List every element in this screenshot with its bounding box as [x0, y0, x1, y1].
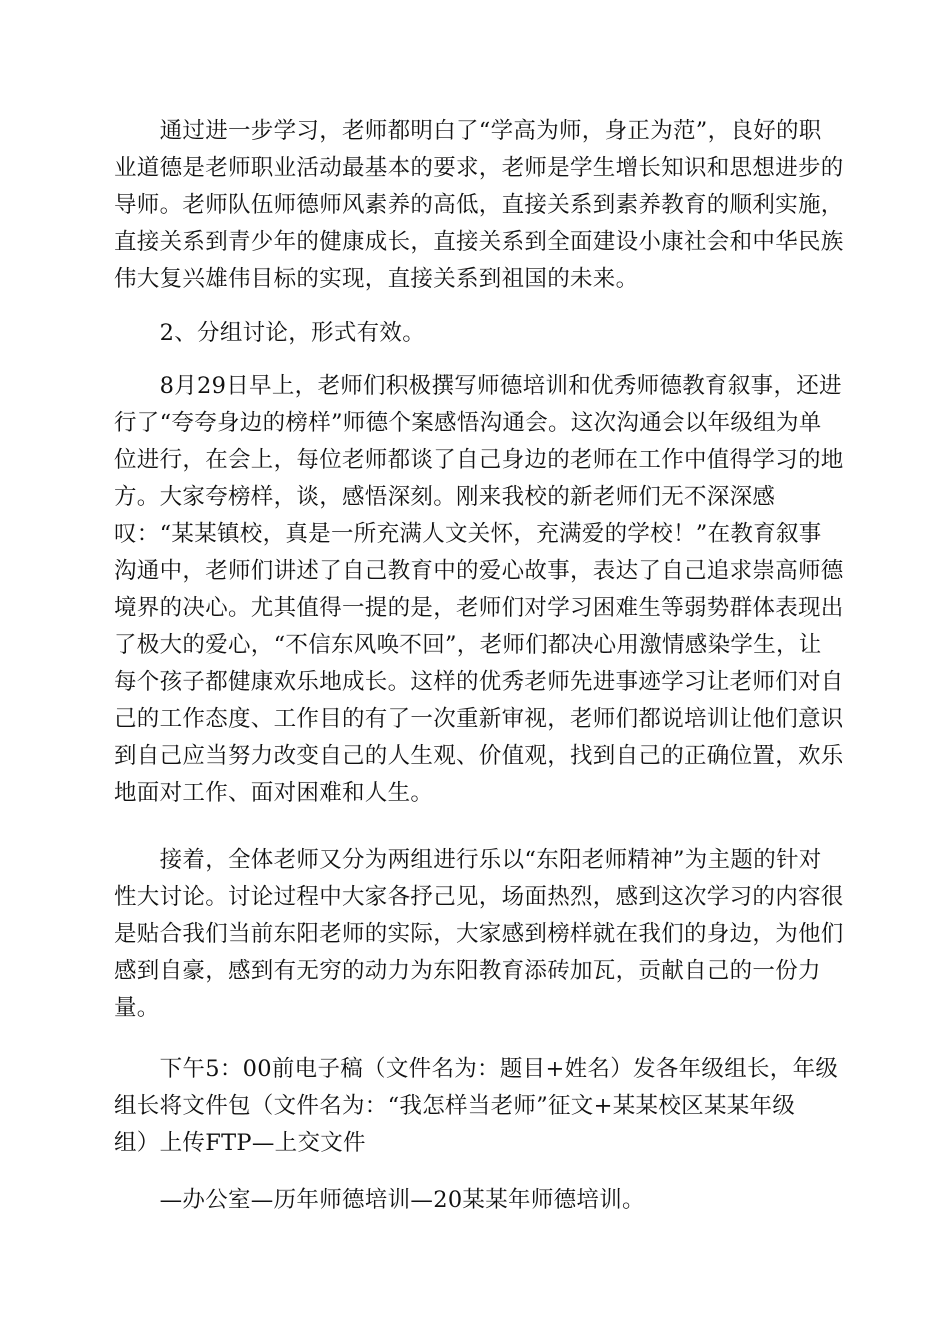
paragraph-3: [114, 368, 844, 812]
text-line: 通过进一步学习，老师都明白了“学高为师，身正为范”，良好的职: [114, 118, 822, 144]
text-line: 境界的决心。尤其值得一提的是，老师们对学习困难生等弱势群体表现出: [114, 595, 844, 621]
text-line: 地面对工作、面对困难和人生。: [114, 780, 434, 806]
text-line: 2、分组讨论，形式有效。: [114, 320, 426, 346]
text-line: 叹：“某某镇校，真是一所充满人文关怀，充满爱的学校！”在教育叙事: [114, 521, 822, 547]
text-line: 沟通中，老师们讲述了自己教育中的爱心故事，表达了自己追求崇高师德: [114, 558, 844, 584]
text-line: 业道德是老师职业活动最基本的要求，老师是学生增长知识和思想进步的: [114, 155, 844, 181]
paragraph-1: [114, 113, 844, 298]
text-line: 组长将文件包（文件名为：“我怎样当老师”征文+某某校区某某年级: [114, 1093, 796, 1119]
text-line: 方。大家夸榜样，谈，感悟深刻。刚来我校的新老师们无不深深感: [114, 484, 776, 510]
paragraph-2: [114, 315, 838, 352]
text-line: 组）上传FTP—上交文件: [114, 1130, 366, 1156]
text-line: 下午5：00前电子稿（文件名为：题目+姓名）发各年级组长，年级: [114, 1056, 839, 1082]
text-line: 导师。老师队伍师德师风素养的高低，直接关系到素养教育的顺利实施，: [114, 192, 844, 218]
text-line: 每个孩子都健康欢乐地成长。这样的优秀老师先进事迹学习让老师们对自: [114, 669, 844, 695]
text-line: 是贴合我们当前东阳老师的实际，大家感到榜样就在我们的身边，为他们: [114, 921, 844, 947]
text-line: 己的工作态度、工作目的有了一次重新审视，老师们都说培训让他们意识: [114, 706, 844, 732]
text-line: 性大讨论。讨论过程中大家各抒己见，场面热烈，感到这次学习的内容很: [114, 884, 844, 910]
text-line: 到自己应当努力改变自己的人生观、价值观，找到自己的正确位置，欢乐: [114, 743, 844, 769]
text-line: 感到自豪，感到有无穷的动力为东阳教育添砖加瓦，贡献自己的一份力: [114, 958, 821, 984]
paragraph-4: [114, 842, 844, 1027]
paragraph-5: [114, 1051, 838, 1162]
text-line: 伟大复兴雄伟目标的实现，直接关系到祖国的未来。: [114, 266, 639, 292]
text-line: 量。: [114, 995, 160, 1021]
text-line: 位进行，在会上，每位老师都谈了自己身边的老师在工作中值得学习的地: [114, 447, 844, 473]
text-line: 8月29日早上，老师们积极撰写师德培训和优秀师德教育叙事，还进: [114, 373, 842, 399]
text-line: 行了“夸夸身边的榜样”师德个案感悟沟通会。这次沟通会以年级组为单: [114, 410, 822, 436]
text-line: 直接关系到青少年的健康成长，直接关系到全面建设小康社会和中华民族: [114, 229, 844, 255]
text-line: —办公室—历年师德培训—20某某年师德培训。: [114, 1187, 645, 1213]
text-line: 了极大的爱心，“不信东风唤不回”，老师们都决心用激情感染学生，让: [114, 632, 822, 658]
paragraph-6: [114, 1182, 838, 1219]
text-line: 接着，全体老师又分为两组进行乐以“东阳老师精神”为主题的针对: [114, 847, 822, 873]
